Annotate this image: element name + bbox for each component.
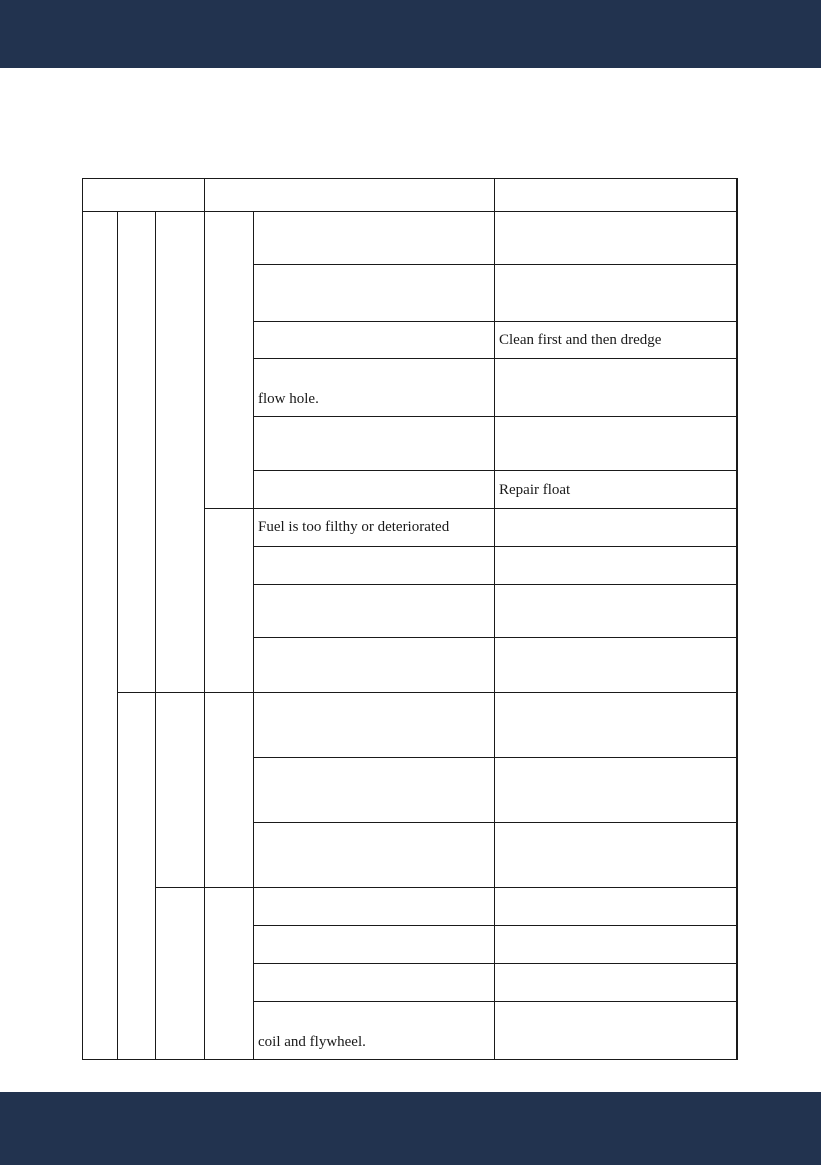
row-divider-8 xyxy=(253,584,738,585)
row-divider-10 xyxy=(253,692,738,693)
row-divider-14 xyxy=(253,925,738,926)
remedy-clean-dredge: Clean first and then dredge xyxy=(499,332,662,348)
header-row-divider xyxy=(82,211,738,212)
row-divider-12 xyxy=(253,822,738,823)
row-divider-15 xyxy=(253,963,738,964)
table-border-top xyxy=(82,178,738,179)
table-border-bottom xyxy=(82,1059,738,1060)
col-divider-d xyxy=(253,211,254,1060)
row-divider-16 xyxy=(253,1001,738,1002)
row-divider-11 xyxy=(253,757,738,758)
group-divider-3 xyxy=(117,692,254,693)
col-divider-solution xyxy=(494,178,495,1060)
troubleshooting-table xyxy=(82,178,738,1060)
row-divider-7 xyxy=(253,546,738,547)
col-divider-a xyxy=(117,211,118,1060)
row-divider-6 xyxy=(253,508,738,509)
row-divider-1 xyxy=(253,264,738,265)
group-divider-2 xyxy=(204,508,254,509)
row-divider-5 xyxy=(253,470,738,471)
cause-flow-hole: flow hole. xyxy=(258,391,319,407)
table-border-right xyxy=(736,178,738,1060)
col-divider-b xyxy=(155,211,156,1060)
header-band xyxy=(0,0,821,68)
table-border-left xyxy=(82,178,83,1060)
row-divider-2 xyxy=(253,321,738,322)
row-divider-3 xyxy=(253,358,738,359)
cause-coil-flywheel: coil and flywheel. xyxy=(258,1034,366,1050)
row-divider-13 xyxy=(253,887,738,888)
row-divider-9 xyxy=(253,637,738,638)
group-divider-4 xyxy=(155,887,254,888)
col-divider-problem xyxy=(204,178,205,1060)
row-divider-4 xyxy=(253,416,738,417)
footer-band xyxy=(0,1092,821,1165)
remedy-repair-float: Repair float xyxy=(499,482,571,498)
cause-fuel-filthy: Fuel is too filthy or deteriorated xyxy=(258,519,450,535)
